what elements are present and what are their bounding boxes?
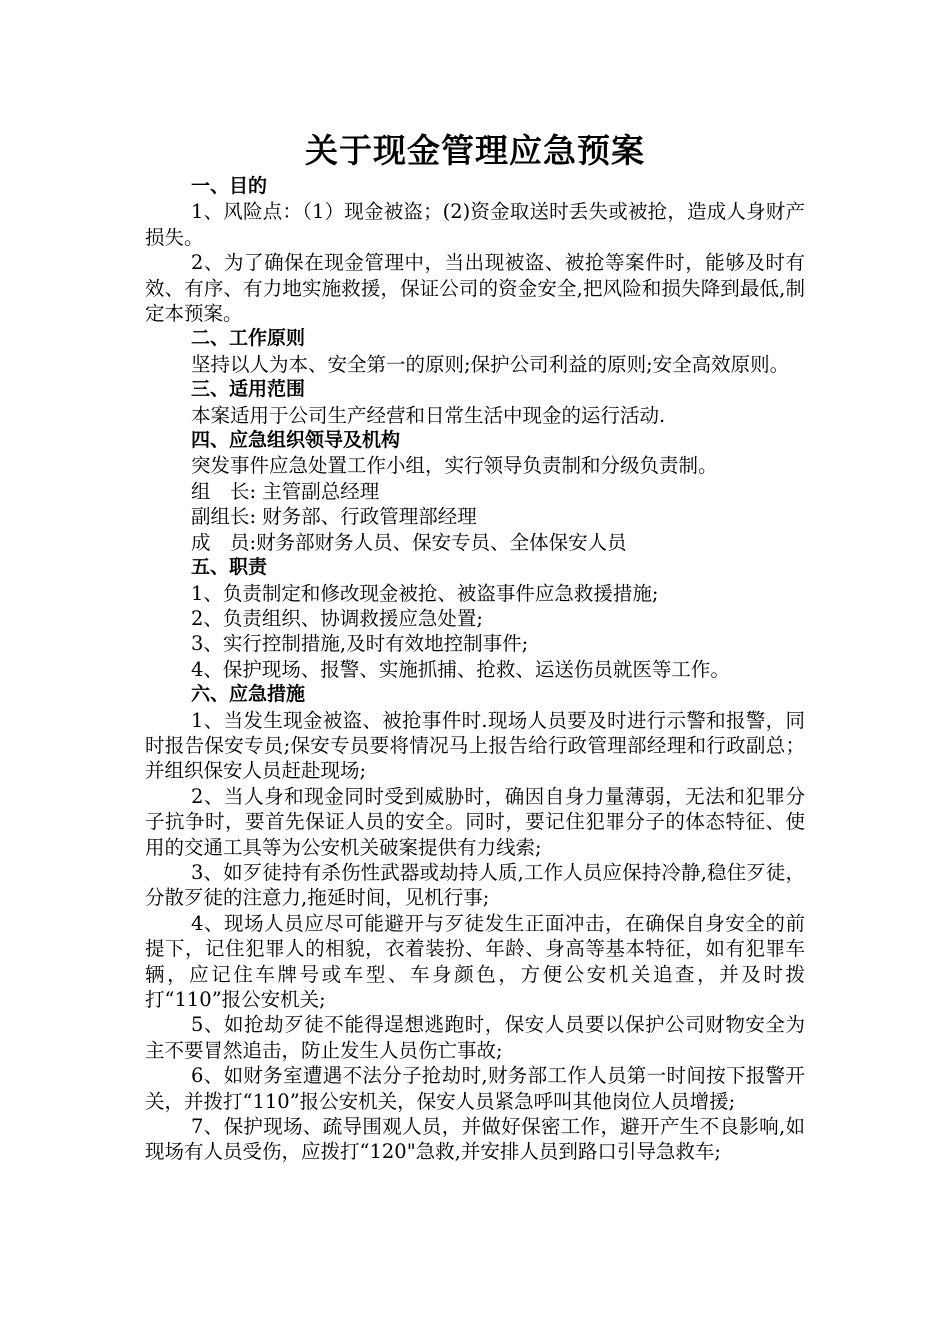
paragraph: 突发事件应急处置工作小组，实行领导负责制和分级负责制。 xyxy=(191,454,718,478)
org-leader-line: 组 长: 主管副总经理 xyxy=(191,479,380,503)
measure-paragraph: 4、现场人员应尽可能避开与歹徒发生正面冲击，在确保自身安全的前提下，记住犯罪人的相貌，衣着装扮、年龄、身高等基本特征，如有犯罪车辆，应记住车牌号或车型、车身颜色，方便公安机关追查，并及时拨打“110”报公安机关; xyxy=(145,911,805,1011)
section-heading-measures: 六、应急措施 xyxy=(191,683,306,706)
paragraph: 坚持以人为本、安全第一的原则;保护公司利益的原则;安全高效原则。 xyxy=(191,352,790,376)
paragraph: 1、风险点：（1）现金被盗；(2)资金取送时丢失或被抢，造成人身财产损失。 xyxy=(145,200,805,249)
document-body xyxy=(145,174,805,1165)
section-heading-principles: 二、工作原则 xyxy=(191,327,306,350)
measure-paragraph: 5、如抢劫歹徒不能得逞想逃跑时，保安人员要以保护公司财物安全为主不要冒然追击，防止发生人员伤亡事故; xyxy=(145,1013,805,1062)
duty-item: 3、实行控制措施,及时有效地控制事件; xyxy=(191,632,529,656)
section-heading-scope: 三、适用范围 xyxy=(191,378,306,401)
measure-paragraph: 7、保护现场、疏导围观人员，并做好保密工作，避开产生不良影响,如现场有人员受伤，应拨打“120"急救,并安排人员到路口引导急救车; xyxy=(145,1115,805,1164)
measure-paragraph: 1、当发生现金被盗、被抢事件时.现场人员要及时进行示警和报警，同时报告保安专员;保安专员要将情况马上报告给行政管理部经理和行政副总；并组织保安人员赶赴现场; xyxy=(145,708,805,783)
paragraph: 本案适用于公司生产经营和日常生活中现金的运行活动. xyxy=(191,403,666,427)
section-heading-organization: 四、应急组织领导及机构 xyxy=(191,429,401,452)
section-heading-purpose: 一、目的 xyxy=(191,175,268,197)
duty-item: 4、保护现场、报警、实施抓捕、抢救、运送伤员就医等工作。 xyxy=(191,657,730,681)
duty-item: 2、负责组织、协调救援应急处置; xyxy=(191,606,483,630)
section-heading-duties: 五、职责 xyxy=(191,556,268,579)
org-members-line: 成 员:财务部财务人员、保安专员、全体保安人员 xyxy=(191,530,627,554)
measure-paragraph: 6、如财务室遭遇不法分子抢劫时,财务部工作人员第一时间按下报警开关，并拨打“110”报公安机关，保安人员紧急呼叫其他岗位人员增援; xyxy=(145,1064,805,1113)
measure-paragraph: 3、如歹徒持有杀伤性武器或劫持人质,工作人员应保持冷静,稳住歹徒，分散歹徒的注意力,拖延时间，见机行事; xyxy=(145,860,805,910)
org-deputy-line: 副组长: 财务部、行政管理部经理 xyxy=(191,505,477,529)
paragraph: 2、为了确保在现金管理中，当出现被盗、被抢等案件时，能够及时有效、有序、有力地实施救援，保证公司的资金安全,把风险和损失降到最低,制定本预案。 xyxy=(145,251,805,326)
measure-paragraph: 2、当人身和现金同时受到威胁时，确因自身力量薄弱，无法和犯罪分子抗争时，要首先保证人员的安全。同时，要记住犯罪分子的体态特征、使用的交通工具等为公安机关破案提供有力线索; xyxy=(145,784,805,859)
document-title: 关于现金管理应急预案 xyxy=(305,131,645,170)
duty-item: 1、负责制定和修改现金被抢、被盗事件应急救援措施; xyxy=(191,581,659,605)
